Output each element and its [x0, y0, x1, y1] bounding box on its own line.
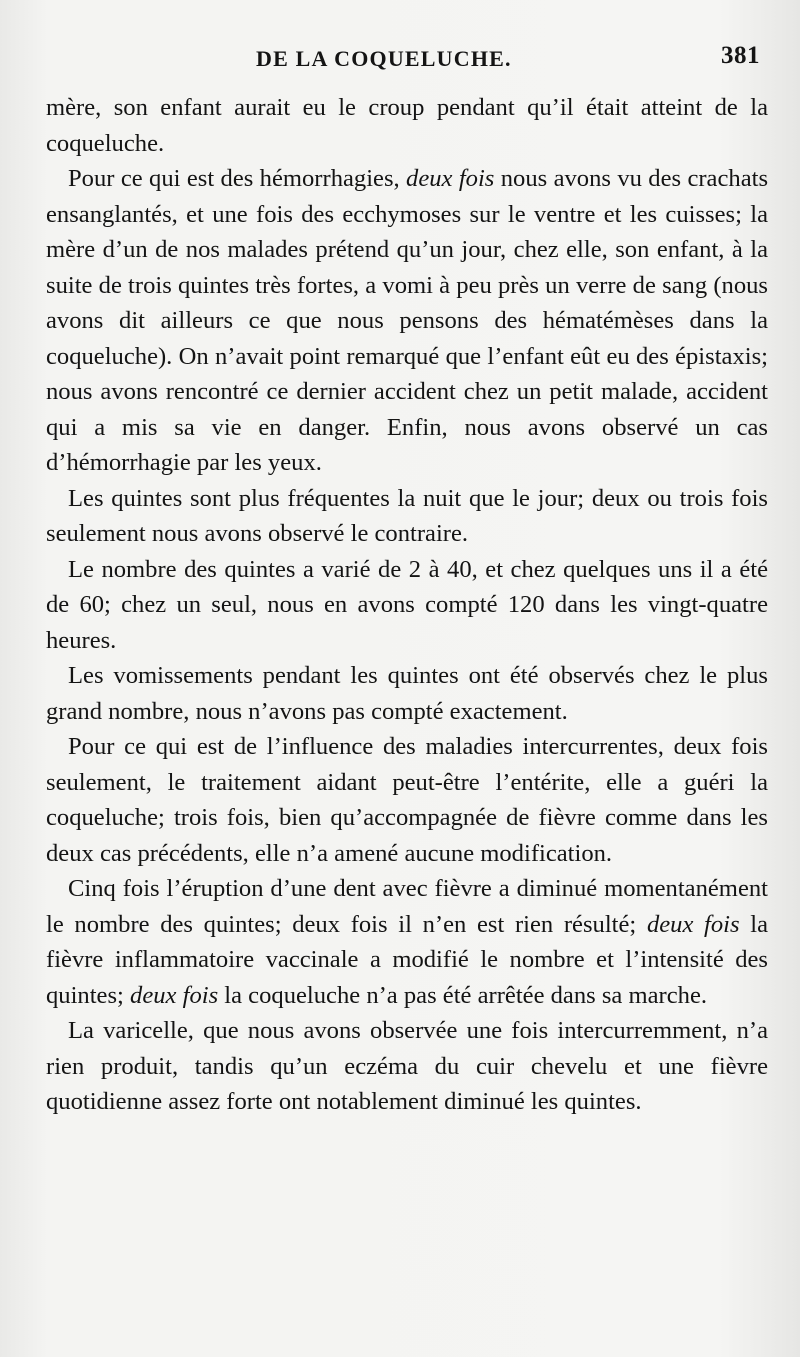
text-segment: Les quintes sont plus fréquentes la nuit que le jour; deux ou trois fois seulement nous avons observé le contraire. — [46, 484, 768, 547]
italic-segment: deux fois — [130, 981, 219, 1009]
text-segment: Le nombre des quintes a varié de 2 à 40, et chez quelques uns il a été de 60; chez un seul, nous en avons compté 120 dans les vingt-quatre heures. — [46, 555, 768, 654]
paragraph-5 — [46, 658, 768, 729]
page-header — [46, 38, 764, 90]
paragraph-4 — [46, 552, 768, 659]
paragraph-8 — [46, 1013, 768, 1120]
body-text — [46, 90, 768, 1120]
text-segment: Cinq fois l’éruption d’une dent avec fièvre a diminué momentanément le nombre des quintes; deux fois il n’en est rien résulté; — [46, 875, 768, 938]
paragraph-2 — [46, 161, 768, 481]
paragraph-3 — [46, 481, 768, 552]
paragraph-7 — [46, 871, 768, 1013]
running-title: DE LA COQUELUCHE. — [256, 46, 512, 71]
text-segment: Pour ce qui est des hémorrhagies, — [68, 165, 407, 192]
text-segment: Pour ce qui est de l’influence des maladies intercurrentes, deux fois seulement, le traitement aidant peut-être l’entérite, elle a guéri la coqueluche; trois fois, bien qu’accompagnée de fièvre comme dans les deux cas précédents, elle n’a amené aucune modification. — [46, 733, 768, 867]
italic-segment: deux fois — [646, 910, 740, 938]
text-segment: nous avons vu des crachats ensanglantés, et une fois des ecchymoses sur le ventre et les cuisses; la mère d’un de nos malades prétend qu’un jour, chez elle, son enfant, à la suite de trois quintes très fortes, a vomi à peu près un verre de sang (nous avons dit ailleurs ce que nous pensons des hématémèses dans la coqueluche). On n’avait point remarqué que l’enfant eût eu des épistaxis; nous avons rencontré ce dernier accident chez un petit malade, accident qui a mis sa vie en danger. Enfin, nous avons observé un cas d’hémorrhagie par les yeux. — [46, 165, 769, 476]
text-segment: mère, son enfant aurait eu le croup pendant qu’il était atteint de la coqueluche. — [46, 94, 768, 157]
page-number: 381 — [721, 42, 760, 69]
paragraph-1 — [46, 90, 768, 161]
text-segment: la coqueluche n’a pas été arrêtée dans sa marche. — [218, 981, 708, 1009]
text-segment: la fièvre inflammatoire vaccinale a modifié le nombre et l’intensité des quintes; — [46, 910, 768, 1009]
text-segment: La varicelle, que nous avons observée une fois intercurremment, n’a rien produit, tandis qu’un eczéma du cuir chevelu et une fièvre quotidienne assez forte ont notablement diminué les quintes. — [46, 1017, 768, 1115]
italic-segment: deux fois — [406, 165, 495, 192]
text-segment: Les vomissements pendant les quintes ont été observés chez le plus grand nombre, nous n’avons pas compté exactement. — [46, 662, 768, 725]
paragraph-6 — [46, 729, 768, 871]
